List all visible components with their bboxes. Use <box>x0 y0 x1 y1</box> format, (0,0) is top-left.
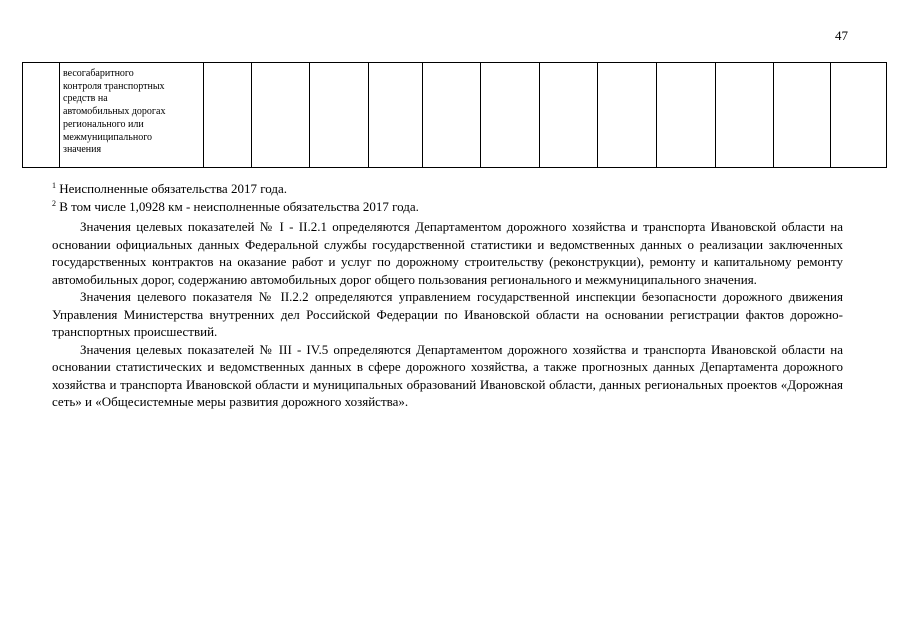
continued-table <box>22 62 887 168</box>
indicator-name-line: средств на <box>63 93 108 105</box>
table-cell-indicator-name <box>60 63 204 168</box>
table-cell-index <box>23 63 60 168</box>
paragraph-indicators-i-ii21: Значения целевых показателей № I - II.2.1 определяются Департаментом дорожного хозяйства и транспорта Ивановской области на основании официальных данных Федеральной службы государственной статистики и ведомственных данных о реализации заключенных государственных контрактов на оказание работ и услуг по дорожному строительству (реконструкции), ремонту и капитальному ремонту автомобильных дорог, содержанию автомобильных дорог общего пользования регионального и межмуниципального значения. <box>52 219 843 287</box>
table-cell-empty <box>204 63 252 168</box>
footnote-1 <box>52 180 842 198</box>
table-cell-empty <box>310 63 369 168</box>
footnotes <box>52 180 842 215</box>
table-cell-empty <box>423 63 481 168</box>
paragraph-indicator-ii22: Значения целевого показателя № II.2.2 определяются управлением государственной инспекции безопасности дорожного движения Управления Министерства внутренних дел Российской Федерации по Ивановской области на основании регистрации фактов дорожно-транспортных происшествий. <box>52 289 843 339</box>
footnote-2 <box>52 198 842 216</box>
table-cell-empty <box>369 63 423 168</box>
table-cell-empty <box>481 63 540 168</box>
table-cell-empty <box>774 63 831 168</box>
body-text <box>52 218 843 411</box>
indicator-name-line: межмуниципального <box>63 131 153 143</box>
indicator-name-line: весогабаритного <box>63 68 134 79</box>
table-cell-empty <box>831 63 887 168</box>
table-cell-empty <box>540 63 598 168</box>
page-number: 47 <box>835 28 848 43</box>
indicator-name-line: значения <box>63 144 102 156</box>
paragraph-indicators-iii-iv5: Значения целевых показателей № III - IV.5 определяются Департаментом дорожного хозяйства и транспорта Ивановской области на основании статистических и ведомственных данных в сфере дорожного хозяйства, а также прогнозных данных Департамента дорожного хозяйства и транспорта Ивановской области и муниципальных образований Ивановской области, данных региональных проектов «Дорожная сеть» и «Общесистемные меры развития дорожного хозяйства». <box>52 341 843 409</box>
indicator-name-line: контроля транспортных <box>63 80 165 92</box>
indicator-name-line: регионального или <box>63 118 144 130</box>
footnote-text: В том числе 1,0928 км - неисполненные обязательства 2017 года. <box>59 198 419 214</box>
indicator-name-line: автомобильных дорогах <box>63 106 166 118</box>
table-cell-empty <box>598 63 657 168</box>
footnote-text: Неисполненные обязательства 2017 года. <box>59 181 287 196</box>
table-row <box>23 63 887 168</box>
table-cell-empty <box>716 63 774 168</box>
table-cell-empty <box>252 63 310 168</box>
footnote-marker: 2 <box>52 198 56 208</box>
table-cell-empty <box>657 63 716 168</box>
footnote-marker: 1 <box>52 181 56 190</box>
